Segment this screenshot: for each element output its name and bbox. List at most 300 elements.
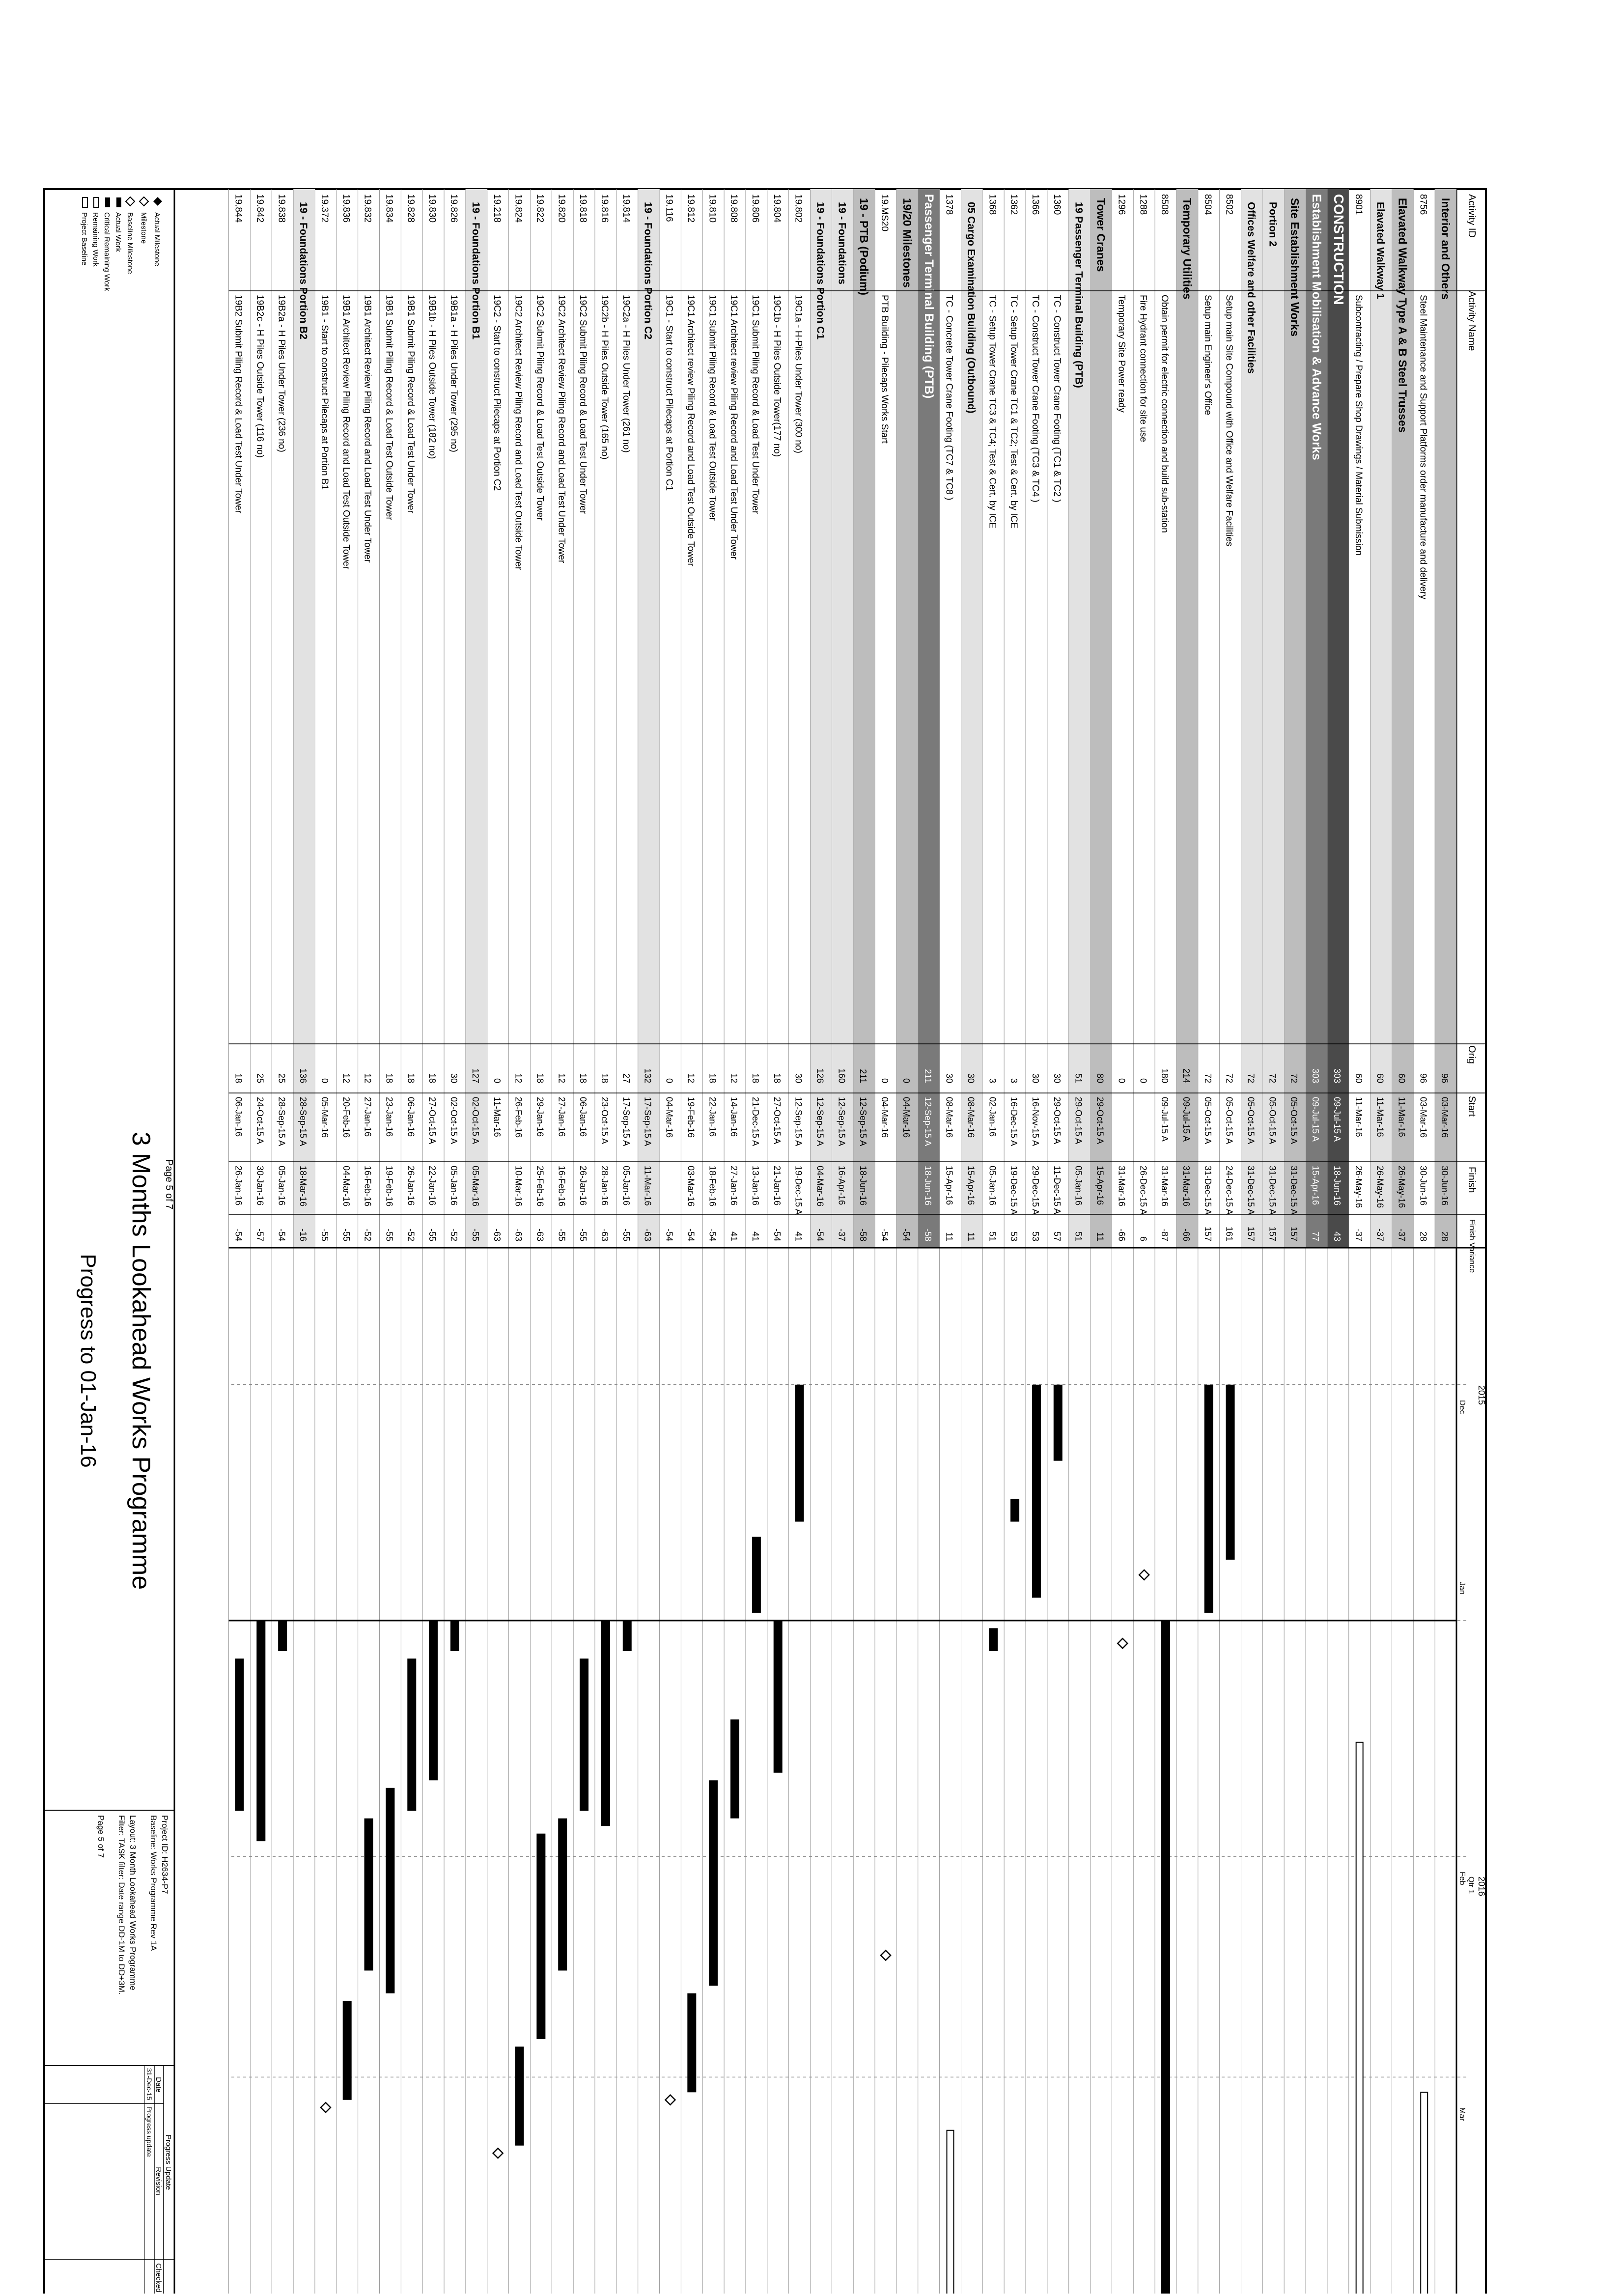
finish-variance: -52 xyxy=(363,1228,373,1241)
finish-variance: -55 xyxy=(557,1228,567,1241)
orig-duration: 18 xyxy=(427,1073,438,1083)
finish-date: 15-Apr-16 xyxy=(1095,1166,1105,1205)
activity-id: 19.812 xyxy=(685,194,696,223)
activity-name: TC - Concrete Tower Crane Footing (TC7 & TC8 ) xyxy=(944,295,954,501)
wbs-band xyxy=(1241,189,1263,2294)
finish-date: 03-Mar-16 xyxy=(686,1166,696,1207)
start-date: 12-Sep-15 A xyxy=(923,1097,933,1147)
header-variance: Finish Variance xyxy=(1468,1219,1476,1273)
wbs-name: 19/20 Milestones xyxy=(900,198,914,288)
table-row xyxy=(1220,189,1234,2294)
start-date: 27-Oct-15 A xyxy=(772,1097,782,1145)
start-date: 29-Oct-15 A xyxy=(1095,1097,1105,1145)
wbs-band-fill xyxy=(896,189,918,1248)
wbs-band-fill xyxy=(1435,189,1456,1248)
finish-variance: 53 xyxy=(1031,1231,1041,1241)
finish-variance: -55 xyxy=(319,1228,330,1241)
finish-date: 05-Mar-16 xyxy=(470,1166,480,1207)
wbs-band xyxy=(1435,189,1456,2294)
remaining-work-swatch xyxy=(94,197,99,207)
start-date: 04-Mar-16 xyxy=(901,1097,911,1138)
table-row xyxy=(724,189,739,2294)
orig-duration: 12 xyxy=(341,1073,351,1083)
start-date: 06-Jan-16 xyxy=(406,1097,416,1137)
finish-date: 19-Dec-15 A xyxy=(1009,1166,1019,1215)
header-activity-name: Activity Name xyxy=(1466,291,1477,351)
table-row xyxy=(982,189,997,2294)
finish-variance: -37 xyxy=(837,1228,847,1241)
activity-id: 1368 xyxy=(987,194,998,215)
activity-id: 19.802 xyxy=(793,194,804,223)
activity-name: 19C2 Submit Piling Record & Load Test Under Tower xyxy=(578,295,588,514)
start-date: 12-Sep-15 A xyxy=(858,1097,868,1147)
finish-variance: 161 xyxy=(1224,1226,1234,1241)
gantt-bar xyxy=(343,2001,352,2100)
gantt-bar xyxy=(795,1385,804,1522)
activity-name: 19C2 Architect Review Piling Record and Load Test Outside Tower xyxy=(513,295,524,570)
milestone-icon xyxy=(665,2095,675,2105)
table-row xyxy=(358,189,373,2294)
start-date: 21-Dec-15 A xyxy=(750,1097,760,1147)
orig-duration: 0 xyxy=(880,1078,890,1083)
legend-remaining-work: Remaining Work xyxy=(91,212,100,267)
activity-name: 19B2 Submit Piling Record & Load Test Under Tower xyxy=(233,295,244,513)
finish-date: 31-Mar-16 xyxy=(1181,1166,1191,1207)
activity-name: 19C1a - H-Piles Under Tower (300 no) xyxy=(793,295,804,453)
header-activity-id: Activity ID xyxy=(1466,194,1477,238)
wbs-band xyxy=(1392,189,1413,2294)
wbs-band xyxy=(1262,189,1284,2294)
start-date: 27-Jan-16 xyxy=(557,1097,567,1137)
table-row xyxy=(272,189,286,2294)
activity-name: 19C2b - H Piles Outside Tower (165 no) xyxy=(599,295,610,460)
orig-duration: 30 xyxy=(793,1073,804,1083)
wbs-name: Tower Cranes xyxy=(1094,198,1108,272)
activity-id: 19.814 xyxy=(620,194,631,223)
wbs-name: Offices Welfare and other Facilities xyxy=(1245,202,1257,374)
wbs-name: Temporary Utilities xyxy=(1180,198,1194,300)
activity-id: 19.842 xyxy=(254,194,265,223)
finish-variance: -16 xyxy=(298,1228,308,1241)
orig-duration: 80 xyxy=(1095,1073,1105,1083)
finish-variance: -58 xyxy=(923,1228,933,1241)
activity-id: 19.830 xyxy=(427,194,438,223)
finish-date: 16-Apr-16 xyxy=(837,1166,847,1205)
milestone-icon xyxy=(1139,1570,1149,1580)
activity-id: 19.844 xyxy=(233,194,244,223)
finish-date: 05-Jan-16 xyxy=(1073,1166,1084,1206)
activity-name: TC - Setup Tower Crane TC3 & TC4; Test & Cert. by ICE xyxy=(987,295,998,529)
legend-baseline-milestone: Baseline Milestone xyxy=(126,212,134,274)
finish-variance: 41 xyxy=(750,1231,760,1241)
finish-date: 31-Dec-15 A xyxy=(1267,1166,1278,1215)
finish-variance: -54 xyxy=(772,1228,782,1241)
activity-name: Setup main Engineer's Office xyxy=(1202,295,1213,416)
finish-date: 11-Dec-15 A xyxy=(1052,1166,1062,1214)
timescale-month-mar: Mar xyxy=(1458,2107,1466,2121)
activity-name: Setup main Site Compound with Office and Welfare Facilities xyxy=(1224,295,1234,547)
legend-actual-milestone: Actual Milestone xyxy=(153,212,161,267)
gantt-bar xyxy=(364,1819,373,1971)
finish-variance: -55 xyxy=(470,1228,480,1241)
start-date: 06-Jan-16 xyxy=(233,1097,244,1137)
start-date: 05-Oct-15 A xyxy=(1203,1097,1213,1145)
activity-id: 8901 xyxy=(1353,194,1364,215)
gantt-bar xyxy=(536,1834,545,2039)
activity-name: 19C2 Architect Review Piling Record and Load Test Under Tower xyxy=(556,295,567,563)
activity-name: 19B1 Architect Review Piling Record and Load Test Under Tower xyxy=(362,295,373,563)
activity-name: 19C1 Submit Piling Record & Load Test Outside Tower xyxy=(707,295,718,521)
activity-name: 19B1 Submit Piling Record & Load Test Outside Tower xyxy=(384,295,394,520)
orig-duration: 136 xyxy=(298,1068,308,1083)
finish-variance: 57 xyxy=(1052,1231,1062,1241)
finish-variance: -63 xyxy=(513,1228,524,1241)
orig-duration: 132 xyxy=(643,1068,653,1083)
start-date: 14-Jan-16 xyxy=(729,1097,739,1137)
finish-variance: -63 xyxy=(492,1228,502,1241)
wbs-band-fill xyxy=(853,189,875,1248)
actual-work-swatch xyxy=(116,197,121,207)
wbs-band-fill xyxy=(1091,189,1112,1248)
activity-name: Subcontracting / Prepare Shop Drawings / Material Submission xyxy=(1353,295,1364,556)
table-row xyxy=(573,189,588,2294)
activity-id: 19.820 xyxy=(556,194,567,223)
finish-variance: -37 xyxy=(1397,1228,1407,1241)
finish-date: 19-Dec-15 A xyxy=(793,1166,804,1215)
finish-variance: -37 xyxy=(1375,1228,1385,1241)
wbs-name: Site Establishment Works xyxy=(1288,198,1302,337)
orig-duration: 18 xyxy=(406,1073,416,1083)
finish-date: 05-Jan-16 xyxy=(449,1166,459,1206)
wbs-band xyxy=(1306,189,1327,2294)
table-row xyxy=(660,189,674,2294)
finish-variance: -54 xyxy=(277,1228,287,1241)
table-row xyxy=(875,189,890,2294)
wbs-band-fill xyxy=(293,189,315,1248)
finish-date: 11-Mar-16 xyxy=(643,1166,653,1206)
activity-id: 1378 xyxy=(944,194,954,215)
orig-duration: 30 xyxy=(449,1073,459,1083)
orig-duration: 12 xyxy=(363,1073,373,1083)
activity-name: Obtain permit for electric connection and build sub-station xyxy=(1159,295,1170,533)
orig-duration: 12 xyxy=(557,1073,567,1083)
wbs-band-fill xyxy=(1370,189,1392,1248)
wbs-name: 19 - Foundations xyxy=(836,202,848,284)
orig-duration: 18 xyxy=(707,1073,718,1083)
finish-date: 30-Jun-16 xyxy=(1418,1166,1428,1206)
start-date: 11-Mar-16 xyxy=(1375,1097,1385,1137)
orig-duration: 0 xyxy=(1138,1078,1148,1083)
finish-date: 31-Mar-16 xyxy=(1117,1166,1127,1207)
activity-id: 8508 xyxy=(1159,194,1170,215)
start-date: 27-Jan-16 xyxy=(363,1097,373,1137)
finish-date: 31-Dec-15 A xyxy=(1289,1166,1299,1215)
start-date: 24-Oct-15 A xyxy=(255,1097,265,1145)
orig-duration: 211 xyxy=(858,1069,868,1083)
activity-id: 19.810 xyxy=(707,194,718,223)
activity-name: 19B1 - Start to construct Pilecaps at Portion B1 xyxy=(319,295,330,490)
page-label-top: Page 5 of 7 xyxy=(164,1159,174,1210)
activity-id: 19.808 xyxy=(728,194,739,223)
orig-duration: 127 xyxy=(470,1068,480,1083)
activity-id: 1360 xyxy=(1051,194,1062,215)
wbs-band-fill xyxy=(1284,189,1306,1248)
finish-variance: 11 xyxy=(1095,1232,1105,1241)
finish-variance: -54 xyxy=(880,1228,890,1241)
start-date: 08-Mar-16 xyxy=(966,1097,976,1138)
finish-variance: -54 xyxy=(815,1228,825,1241)
wbs-band-fill xyxy=(832,189,853,1248)
finish-variance: -52 xyxy=(449,1228,459,1241)
table-row xyxy=(444,189,459,2294)
finish-variance: 43 xyxy=(1332,1231,1342,1241)
orig-duration: 96 xyxy=(1418,1073,1428,1083)
finish-variance: -63 xyxy=(643,1228,653,1241)
activity-id: 19.826 xyxy=(448,194,459,223)
wbs-band-fill xyxy=(466,189,487,1248)
gantt-bar xyxy=(256,1621,265,1841)
wbs-name: 19 Passenger Terminal Building (PTB) xyxy=(1073,202,1085,388)
activity-name: 19B2c - H Piles Outside Tower (116 no) xyxy=(254,295,265,458)
activity-id: 8756 xyxy=(1418,194,1428,215)
orig-duration: 60 xyxy=(1375,1073,1385,1083)
gantt-bar xyxy=(386,1788,394,1993)
finish-date: 16-Feb-16 xyxy=(557,1166,567,1207)
baseline-milestone-icon xyxy=(126,197,135,206)
table-row xyxy=(315,189,330,2294)
finish-date: 15-Apr-16 xyxy=(1311,1166,1321,1205)
gantt-bar xyxy=(623,1621,632,1651)
start-date: 16-Nov-15 A xyxy=(1031,1097,1041,1147)
finish-date: 18-Mar-16 xyxy=(298,1166,308,1207)
start-date: 26-Feb-16 xyxy=(513,1097,524,1138)
start-date: 11-Mar-16 xyxy=(492,1097,502,1137)
finish-date: 15-Apr-16 xyxy=(966,1166,976,1205)
activity-name: TC - Setup Tower Crane TC1 & TC2; Test & Cert. by ICE xyxy=(1008,295,1019,529)
gantt-bar xyxy=(1032,1385,1041,1598)
wbs-band xyxy=(1370,189,1392,2294)
finish-variance: 11 xyxy=(944,1232,954,1241)
orig-duration: 18 xyxy=(750,1073,760,1083)
activity-id: 8502 xyxy=(1224,194,1234,215)
activity-name: 19C2 Submit Piling Record & Load Test Outside Tower xyxy=(534,295,545,521)
milestone-icon xyxy=(140,197,148,206)
orig-duration: 72 xyxy=(1224,1073,1234,1083)
finish-variance: -37 xyxy=(1353,1228,1364,1241)
legend xyxy=(80,197,162,291)
start-date: 05-Oct-15 A xyxy=(1289,1097,1299,1145)
orig-duration: 30 xyxy=(944,1073,954,1083)
finish-variance: -55 xyxy=(427,1228,438,1241)
start-date: 23-Oct-15 A xyxy=(600,1097,610,1145)
finish-variance: -52 xyxy=(406,1228,416,1241)
finish-variance: -66 xyxy=(1117,1228,1127,1241)
wbs-name: 19 - Foundations Portion C2 xyxy=(642,202,654,340)
orig-duration: 211 xyxy=(923,1069,933,1083)
finish-date: 26-Dec-15 A xyxy=(1138,1166,1148,1215)
gantt-bar xyxy=(752,1537,761,1613)
start-date: 16-Dec-15 A xyxy=(1009,1097,1019,1147)
gantt-bar xyxy=(558,1819,567,1971)
legend-critical-remaining-work: Critical Remaining Work xyxy=(103,212,111,291)
activity-name: Fire Hydrant connection for site use xyxy=(1138,295,1148,442)
start-date: 05-Oct-15 A xyxy=(1267,1097,1278,1145)
activity-id: 1296 xyxy=(1116,194,1127,215)
timescale-month-feb: Feb xyxy=(1458,1872,1466,1885)
finish-date: 13-Jan-16 xyxy=(750,1166,760,1206)
gantt-baseline-bar xyxy=(947,2130,954,2294)
finish-date: 05-Jan-16 xyxy=(277,1166,287,1206)
activity-name: TC - Construct Tower Crane Footing (TC3 & TC4 ) xyxy=(1030,295,1041,503)
activity-name: 19B1 Submit Piling Record & Load Test Under Tower xyxy=(405,295,416,513)
wbs-band-fill xyxy=(1176,189,1198,1248)
revision-header-title: Progress Update xyxy=(164,2134,172,2190)
finish-variance: 53 xyxy=(1009,1231,1019,1241)
orig-duration: 12 xyxy=(513,1073,524,1083)
activity-id: 19.MS20 xyxy=(879,194,890,232)
start-date: 05-Oct-15 A xyxy=(1246,1097,1256,1145)
gantt-bar xyxy=(1204,1385,1213,1613)
gantt-bar xyxy=(278,1621,287,1651)
finish-variance: 28 xyxy=(1440,1231,1450,1241)
start-date: 12-Sep-15 A xyxy=(837,1097,847,1147)
finish-date: 22-Jan-16 xyxy=(427,1166,438,1206)
start-date: 28-Sep-15 A xyxy=(298,1097,308,1147)
wbs-band xyxy=(1069,189,1091,2294)
table-row xyxy=(767,189,782,2294)
table-row xyxy=(746,189,760,2294)
finish-date: 10-Mar-16 xyxy=(513,1166,524,1207)
wbs-name: 19 - Foundations Portion C1 xyxy=(814,202,826,340)
finish-date: 04-Mar-16 xyxy=(341,1166,351,1207)
finish-date: 26-May-16 xyxy=(1353,1166,1364,1208)
wbs-band-fill xyxy=(638,189,660,1248)
orig-duration: 25 xyxy=(277,1073,287,1083)
start-date: 29-Jan-16 xyxy=(535,1097,545,1137)
gantt-bars xyxy=(235,1385,1427,2294)
orig-duration: 303 xyxy=(1311,1068,1321,1083)
table-row xyxy=(229,189,244,2294)
finish-date: 19-Feb-16 xyxy=(384,1166,394,1207)
activity-id: 19.806 xyxy=(750,194,760,223)
finish-variance: -55 xyxy=(384,1228,394,1241)
table-row xyxy=(1112,189,1126,2294)
finish-variance: 157 xyxy=(1289,1226,1299,1241)
activity-rows xyxy=(229,189,1456,2294)
gantt-baseline-bar xyxy=(1421,2092,1427,2294)
table-row xyxy=(1413,189,1428,2294)
revision-col-date: Date xyxy=(154,2077,163,2093)
start-date: 02-Oct-15 A xyxy=(470,1097,480,1145)
finish-variance: -55 xyxy=(621,1228,631,1241)
gantt-bar xyxy=(450,1621,459,1651)
finish-date: 16-Feb-16 xyxy=(363,1166,373,1207)
wbs-band xyxy=(918,189,940,2294)
gantt-bar xyxy=(407,1658,416,1811)
project-baseline-swatch xyxy=(83,197,87,207)
wbs-band xyxy=(293,189,315,2294)
orig-duration: 18 xyxy=(600,1073,610,1083)
orig-duration: 18 xyxy=(535,1073,545,1083)
wbs-name: Passenger Terminal Building (PTB) xyxy=(922,194,936,399)
finish-variance: 157 xyxy=(1246,1226,1256,1241)
orig-duration: 72 xyxy=(1267,1073,1278,1083)
gantt-baseline-bar xyxy=(1356,1742,1363,2294)
wbs-band xyxy=(1327,189,1349,2294)
finish-date: 04-Mar-16 xyxy=(815,1166,825,1207)
finish-variance: 157 xyxy=(1203,1226,1213,1241)
table-row xyxy=(1004,189,1019,2294)
critical-remaining-swatch xyxy=(105,197,110,207)
activity-id: 19.838 xyxy=(276,194,287,223)
activity-id: 1362 xyxy=(1008,194,1019,215)
column-header-row xyxy=(1456,189,1486,2294)
finish-variance: -55 xyxy=(341,1228,351,1241)
finish-date: 25-Feb-16 xyxy=(535,1166,545,1207)
orig-duration: 30 xyxy=(966,1073,976,1083)
gantt-bar xyxy=(1010,1499,1019,1521)
finish-variance: -54 xyxy=(707,1228,718,1241)
timescale-year-2015: 2015 xyxy=(1477,1385,1486,1405)
finish-variance: -54 xyxy=(686,1228,696,1241)
finish-date: 05-Jan-16 xyxy=(621,1166,631,1206)
header-start: Start xyxy=(1466,1096,1477,1117)
finish-date: 28-Jan-16 xyxy=(600,1166,610,1206)
activity-name: 19B1 Architect Review Piling Record and Load Test Outside Tower xyxy=(340,295,351,570)
activity-id: 1366 xyxy=(1030,194,1041,215)
wbs-band xyxy=(638,189,660,2294)
orig-duration: 72 xyxy=(1289,1073,1299,1083)
orig-duration: 72 xyxy=(1203,1073,1213,1083)
finish-variance: 51 xyxy=(1073,1231,1084,1241)
legend-milestone: Milestone xyxy=(140,212,148,244)
table-row xyxy=(509,189,524,2294)
wbs-band xyxy=(1284,189,1306,2294)
start-date: 12-Sep-15 A xyxy=(815,1097,825,1147)
orig-duration: 27 xyxy=(621,1073,631,1083)
start-date: 08-Mar-16 xyxy=(944,1097,954,1138)
activity-name: 19C1 - Start to construct Pilecaps at Portion C1 xyxy=(664,295,674,491)
gantt-bar xyxy=(429,1621,438,1780)
legend-actual-work: Actual Work xyxy=(114,212,122,252)
activity-name: Temporary Site Power ready xyxy=(1116,295,1127,413)
activity-name: 19C1 Architect review Piling Record and Load Test Outside Tower xyxy=(685,295,696,566)
activity-id: 19.816 xyxy=(599,194,610,223)
gantt-bar xyxy=(730,1719,739,1818)
finish-date: 27-Jan-16 xyxy=(729,1166,739,1206)
start-date: 04-Mar-16 xyxy=(880,1097,890,1138)
finish-variance: 11 xyxy=(966,1232,976,1241)
finish-variance: 41 xyxy=(793,1231,804,1241)
start-date: 03-Mar-16 xyxy=(1418,1097,1428,1138)
table-row xyxy=(250,189,265,2294)
start-date: 04-Mar-16 xyxy=(664,1097,674,1138)
wbs-band xyxy=(853,189,875,2294)
finish-variance: -63 xyxy=(535,1228,545,1241)
actual-milestone-icon xyxy=(153,197,162,206)
orig-duration: 18 xyxy=(233,1073,244,1083)
wbs-name: Establishment Mobilisation & Advance Works xyxy=(1310,194,1324,460)
start-date: 28-Sep-15 A xyxy=(277,1097,287,1147)
finish-date: 26-May-16 xyxy=(1375,1166,1385,1208)
header-finish: Finish xyxy=(1466,1167,1477,1193)
table-row xyxy=(1198,189,1213,2294)
orig-duration: 72 xyxy=(1246,1073,1256,1083)
start-date: 29-Oct-15 A xyxy=(1052,1097,1062,1145)
activity-id: 19.818 xyxy=(578,194,588,223)
start-date: 05-Oct-15 A xyxy=(1224,1097,1234,1145)
orig-duration: 303 xyxy=(1332,1068,1342,1083)
